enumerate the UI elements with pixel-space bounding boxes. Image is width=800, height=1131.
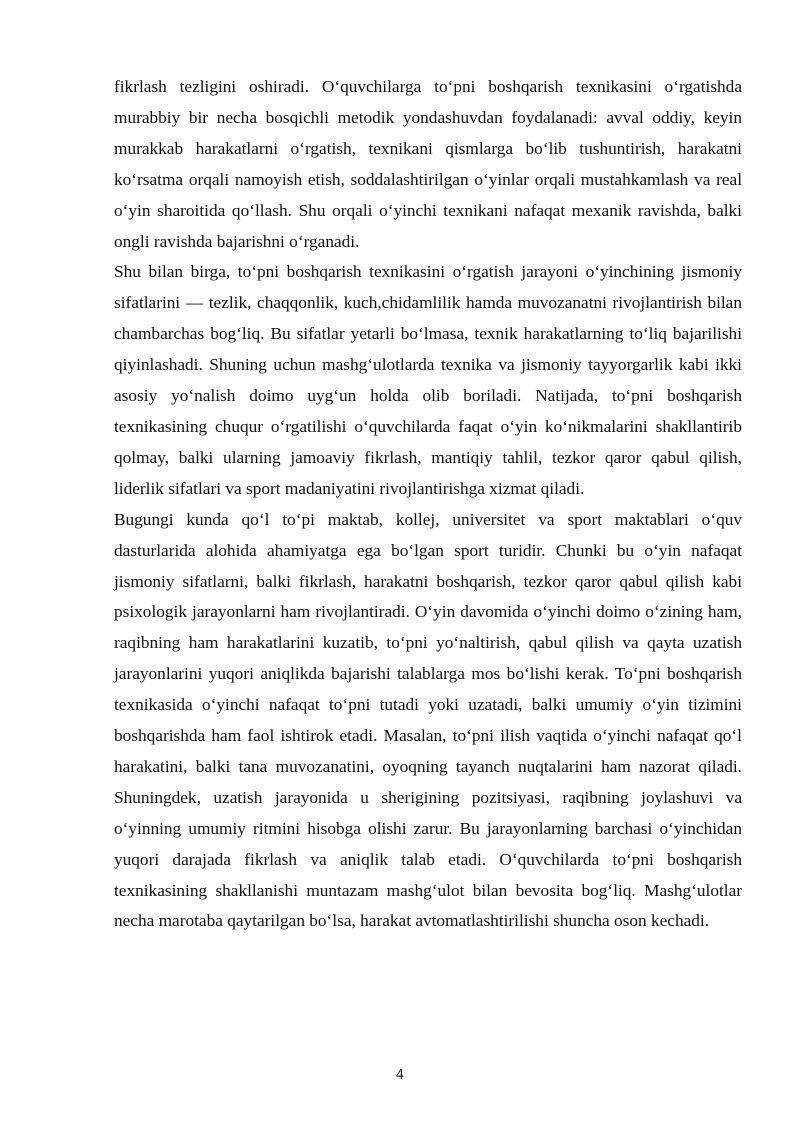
page-number: 4 [395, 1068, 405, 1083]
paragraph-2: Shu bilan birga, to‘pni boshqarish texnikasini o‘rgatish jarayoni o‘yinchining jismoniy sifatlarini — tezlik, chaqqonlik, kuch,chidamlilik hamda muvozanatni rivojlantirish bilan chambarchas bog‘liq. Bu sifatlar yetarli bo‘lmasa, texnik harakatlarning to‘liq bajarilishi qiyinlashadi. Shuning uchun mashg‘ulotlarda texnika va jismoniy tayyorgarlik kabi ikki asosiy yo‘nalish doimo uyg‘un holda olib boriladi. Natijada, to‘pni boshqarish texnikasining chuqur o‘rgatilishi o‘quvchilarda faqat o‘yin ko‘nikmalarini shakllantirib qolmay, balki ularning jamoaviy fikrlash, mantiqiy tahlil, tezkor qaror qabul qilish, liderlik sifatlari va sport madaniyatini rivojlantirishga xizmat qiladi. [114, 262, 742, 498]
paragraph-1: fikrlash tezligini oshiradi. O‘quvchilarga to‘pni boshqarish texnikasini o‘rgatishda murabbiy bir necha bosqichli metodik yondashuvdan foydalanadi: avval oddiy, keyin murakkab harakatlarni o‘rgatish, texnikani qismlarga bo‘lib tushuntirish, harakatni ko‘rsatma orqali namoyish etish, soddalashtirilgan o‘yinlar orqali mustahkamlash va real o‘yin sharoitida qo‘llash. Shu orqali o‘yinchi texnikani nafaqat mexanik ravishda, balki ongli ravishda bajarishni o‘rganadi. [114, 77, 742, 251]
document-page [114, 72, 742, 937]
paragraph-3: Bugungi kunda qo‘l to‘pi maktab, kollej, universitet va sport maktablari o‘quv dasturlarida alohida ahamiyatga ega bo‘lgan sport turidir. Chunki bu o‘yin nafaqat jismoniy sifatlarni, balki fikrlash, harakatni boshqarish, tezkor qaror qabul qilish kabi psixologik jarayonlarni ham rivojlantiradi. O‘yin davomida o‘yinchi doimo o‘zining ham, raqibning ham harakatlarini kuzatib, to‘pni yo‘naltirish, qabul qilish va qayta uzatish jarayonlarini yuqori aniqlikda bajarishi talablarga mos bo‘lishi kerak. To‘pni boshqarish texnikasida o‘yinchi nafaqat to‘pni tutadi yoki uzatadi, balki umumiy o‘yin tizimini boshqarishda ham faol ishtirok etadi. Masalan, to‘pni ilish vaqtida o‘yinchi nafaqat qo‘l harakatini, balki tana muvozanatini, oyoqning tayanch nuqtalarini ham nazorat qiladi. Shuningdek, uzatish jarayonida u sherigining pozitsiyasi, raqibning joylashuvi va o‘yinning umumiy ritmini hisobga olishi zarur. Bu jarayonlarning barchasi o‘yinchidan yuqori darajada fikrlash va aniqlik talab etadi. O‘quvchilarda to‘pni boshqarish texnikasining shakllanishi muntazam mashg‘ulot bilan bevosita bog‘liq. Mashg‘ulotlar necha marotaba qaytarilgan bo‘lsa, harakat avtomatlashtirilishi shuncha oson kechadi. [114, 509, 742, 931]
